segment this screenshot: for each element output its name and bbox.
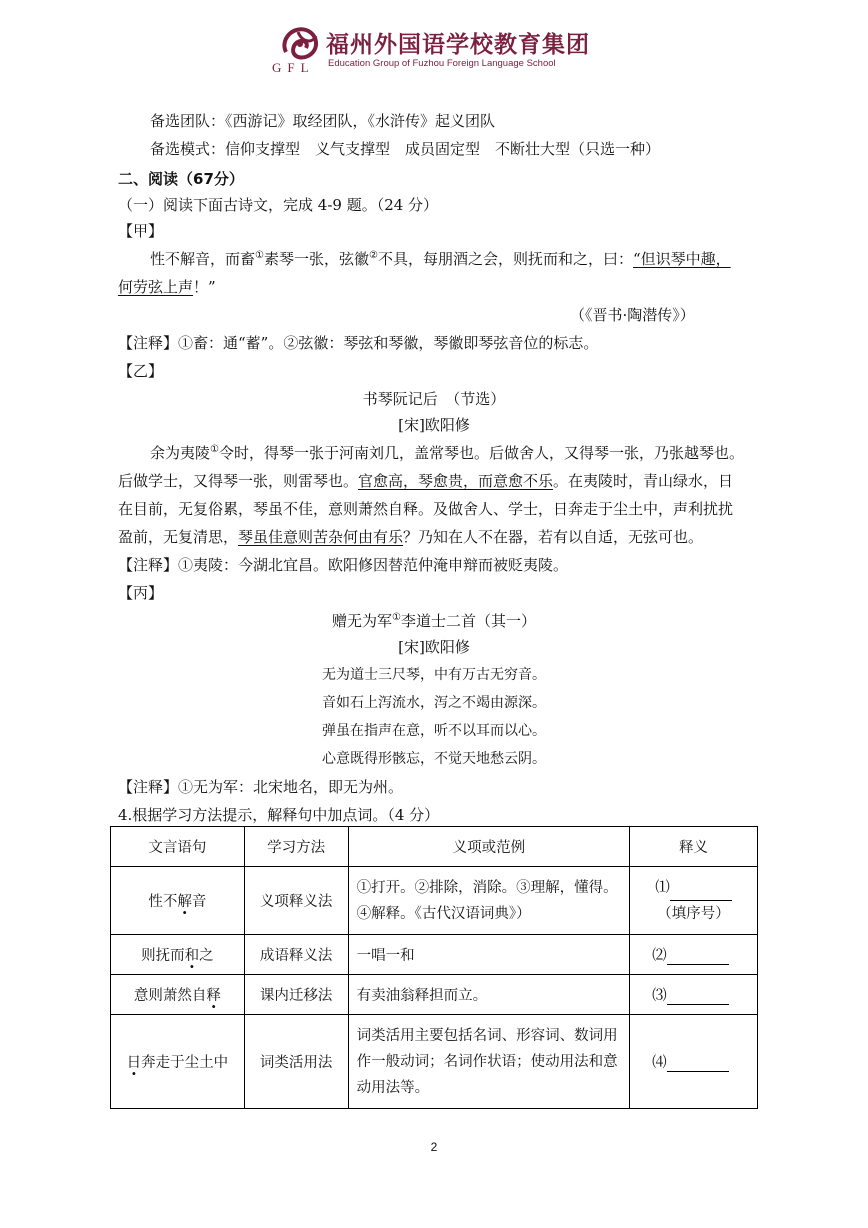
vocab-table xyxy=(110,826,758,1109)
teams-line: 备选团队：《西游记》取经团队，《水浒传》起义团队 xyxy=(150,112,496,130)
poem-line: 心意既得形骸忘，不觉天地愁云阴。 xyxy=(322,751,546,767)
example-cell: 词类活用主要包括名词、形容词、数词用作一般动词；名词作状语；使动用法和意动用法等。 xyxy=(348,1015,629,1109)
sentence-cell: 意则萧然自释 xyxy=(111,975,245,1015)
bing-title: 赠无为军①李道士二首（其一） xyxy=(332,612,536,630)
yi-line3: 在目前，无复俗累，琴虽不佳，意则萧然自释。及做舍人、学士，日奔走于尘土中，声利扰扰 xyxy=(118,500,734,518)
answer-cell: ⑵ xyxy=(630,935,758,975)
bing-label: 【丙】 xyxy=(118,584,164,602)
poem-line: 无为道士三尺琴，中有万古无穷音。 xyxy=(322,667,546,683)
page-number: 2 xyxy=(430,1140,438,1154)
table-header-row xyxy=(111,827,758,867)
table-row xyxy=(111,1015,758,1109)
page-header xyxy=(0,22,868,82)
table-header: 学习方法 xyxy=(244,827,348,867)
answer-cell: ⑷ xyxy=(630,1015,758,1109)
school-name-cn: 福州外国语学校教育集团 xyxy=(326,32,590,58)
sentence-cell: 则抚而和之 xyxy=(111,935,245,975)
example-cell: 有卖油翁释担而立。 xyxy=(348,975,629,1015)
poem-line: 弹虽在指声在意，听不以耳而以心。 xyxy=(322,723,546,739)
example-cell: 一唱一和 xyxy=(348,935,629,975)
answer-blank[interactable] xyxy=(667,990,729,1005)
table-header: 释义 xyxy=(630,827,758,867)
section-heading: 二、阅读（67分） xyxy=(118,170,244,188)
answer-blank[interactable] xyxy=(670,886,732,901)
yi-line1: 余为夷陵①令时，得琴一张于河南刘几，盖常琴也。后做舍人，又得琴一张，乃张越琴也。 xyxy=(150,444,744,462)
question-4: 4.根据学习方法提示，解释句中加点词。（4 分） xyxy=(118,806,440,824)
jia-text-line1: 性不解音，而畜①素琴一张，弦徽②不具，每朋酒之会，则抚而和之，曰：“但识琴中趣， xyxy=(150,250,731,268)
method-cell: 义项释义法 xyxy=(244,867,348,935)
modes-line: 备选模式：信仰支撑型 义气支撑型 成员固定型 不断壮大型（只选一种） xyxy=(150,140,661,158)
method-cell: 词类活用法 xyxy=(244,1015,348,1109)
answer-cell: ⑶ xyxy=(630,975,758,1015)
table-row xyxy=(111,975,758,1015)
answer-blank[interactable] xyxy=(667,1057,729,1072)
method-cell: 成语释义法 xyxy=(244,935,348,975)
jia-source: （《晋书·陶潜传》） xyxy=(570,306,695,324)
yi-notes: 【注释】①夷陵：今湖北宜昌。欧阳修因替范仲淹申辩而被贬夷陵。 xyxy=(118,556,569,574)
yi-line4: 盈前，无复清思，琴虽佳意则苦杂何由有乐？乃知在人不在器，若有以自适，无弦可也。 xyxy=(118,528,704,546)
part1-intro: （一）阅读下面古诗文，完成 4-9 题。（24 分） xyxy=(118,196,439,214)
sentence-cell: 性不解音 xyxy=(111,867,245,935)
table-header: 文言语句 xyxy=(111,827,245,867)
table-row xyxy=(111,935,758,975)
yi-line2: 后做学士，又得琴一张，则雷琴也。官愈高，琴愈贵，而意愈不乐。在夷陵时，青山绿水，日 xyxy=(118,472,734,490)
bing-author: [宋]欧阳修 xyxy=(398,638,470,656)
jia-notes: 【注释】①畜：通“蓄”。②弦徽：琴弦和琴徽，琴徽即琴弦音位的标志。 xyxy=(118,334,599,352)
answer-cell: ⑴ （填序号） xyxy=(630,867,758,935)
jia-text-line2: 何劳弦上声！” xyxy=(118,278,216,296)
yi-label: 【乙】 xyxy=(118,362,164,380)
gfl-logo-text: GFL xyxy=(272,60,315,75)
table-row xyxy=(111,867,758,935)
bing-notes: 【注释】①无为军：北宋地名，即无为州。 xyxy=(118,778,404,796)
jia-label: 【甲】 xyxy=(118,222,164,240)
answer-blank[interactable] xyxy=(667,950,729,965)
sentence-cell: 日奔走于尘土中 xyxy=(111,1015,245,1109)
example-cell: ①打开。②排除，消除。③理解，懂得。④解释。《古代汉语词典》） xyxy=(348,867,629,935)
poem-line: 音如石上泻流水，泻之不竭由源深。 xyxy=(322,695,546,711)
school-name-en: Education Group of Fuzhou Foreign Language School xyxy=(328,58,556,69)
yi-author: [宋]欧阳修 xyxy=(398,416,470,434)
method-cell: 课内迁移法 xyxy=(244,975,348,1015)
yi-title: 书琴阮记后 （节选） xyxy=(362,390,506,408)
table-header: 义项或范例 xyxy=(348,827,629,867)
